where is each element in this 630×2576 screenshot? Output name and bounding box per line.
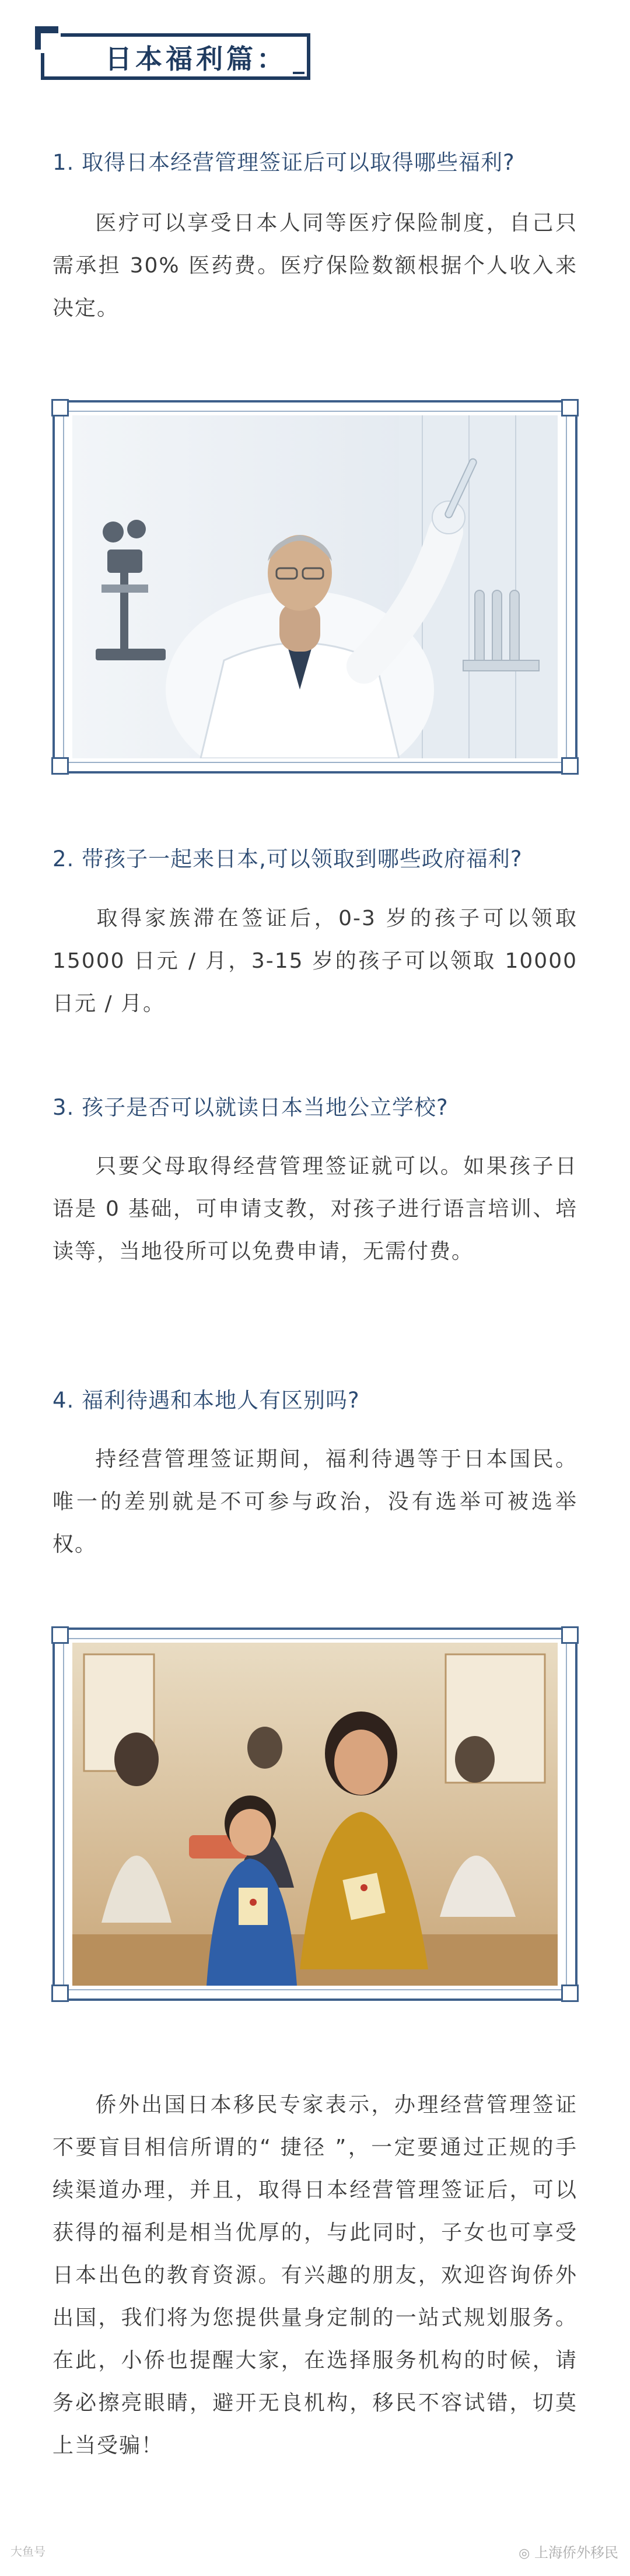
source-watermark: 大鱼号 [10,2544,46,2558]
wechat-icon: ◎ [519,2546,530,2561]
footer [0,2526,630,2576]
header-title: 日本福利篇： [105,43,287,75]
answer-1: 医疗可以享受日本人同等医疗保险制度，自己只需承担 30% 医药费。医疗保险数额根据个人收入来决定。 [52,211,578,320]
family-photo-frame [52,1628,578,2001]
header-mark-decoration [293,72,304,74]
family-photo [72,1643,558,1986]
answer-4: 持经营管理签证期间，福利待遇等于日本国民。唯一的差别就是不可参与政治，没有选举可被选举权。 [52,1447,578,1556]
question-3: 3. 孩子是否可以就读日本当地公立学校? [52,1095,449,1120]
answer-3: 只要父母取得经营管理签证就可以。如果孩子日语是 0 基础，可申请支教，对孩子进行语言培训、培读等，当地役所可以免费申请，无需付费。 [52,1154,578,1264]
section-header [41,26,315,85]
answer-2: 取得家族滞在签证后，0-3 岁的孩子可以领取 15000 日元 / 月，3-15 岁的孩子可以领取 10000 日元 / 月。 [52,907,578,1016]
scientist-photo [72,415,558,758]
closing-paragraph: 侨外出国日本移民专家表示，办理经营管理签证不要盲目相信所谓的“ 捷径 ”，一定要通过正规的手续渠道办理，并且，取得日本经营管理签证后，可以获得的福利是相当优厚的，与此同时，子女也可享受日本出色的教育资源。有兴趣的朋友，欢迎咨询侨外出国，我们将为您提供量身定制的一站式规划服务。在此，小侨也提醒大家，在选择服务机构的时候，请务必擦亮眼睛，避开无良机构，移民不容试错，切莫上当受骗！ [52,2093,578,2458]
scientist-photo-frame [52,400,578,774]
question-2: 2. 带孩子一起来日本,可以领取到哪些政府福利? [52,846,523,872]
question-4: 4. 福利待遇和本地人有区别吗? [52,1388,360,1413]
question-1: 1. 取得日本经营管理签证后可以取得哪些福利? [52,150,515,175]
account-watermark: ◎ 上海侨外移民 [519,2544,618,2561]
